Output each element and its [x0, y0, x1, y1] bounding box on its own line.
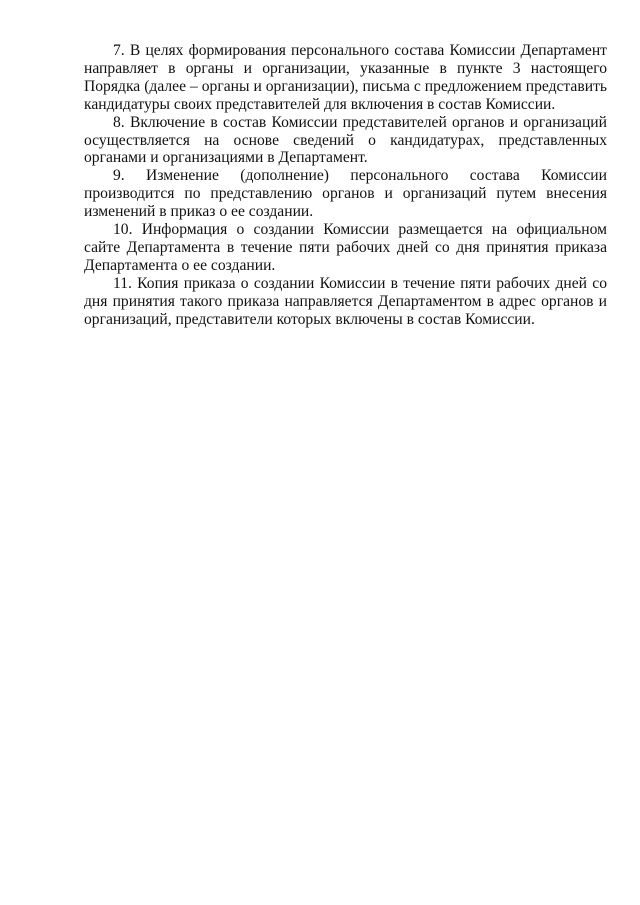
paragraph-10: 10. Информация о создании Комиссии размещается на официальном сайте Департамента в течение пяти рабочих дней со дня принятия приказа Департамента о ее создании. [84, 221, 607, 274]
paragraph-7: 7. В целях формирования персонального состава Комиссии Департамент направляет в органы и организации, указанные в пункте 3 настоящего Порядка (далее – органы и организации), письма с предложением представить кандидатуры своих представителей для включения в состав Комиссии. [84, 42, 607, 113]
document-body [84, 42, 607, 329]
paragraph-8: 8. Включение в состав Комиссии представителей органов и организаций осуществляется на основе сведений о кандидатурах, представленных органами и организациями в Департамент. [84, 113, 607, 167]
paragraph-11: 11. Копия приказа о создании Комиссии в течение пяти рабочих дней со дня принятия такого приказа направляется Департаментом в адрес органов и организаций, представители которых включены в состав Комиссии. [84, 274, 607, 328]
paragraph-9: 9. Изменение (дополнение) персонального состава Комиссии производится по представлению органов и организаций путем внесения изменений в приказ о ее создании. [84, 167, 607, 221]
